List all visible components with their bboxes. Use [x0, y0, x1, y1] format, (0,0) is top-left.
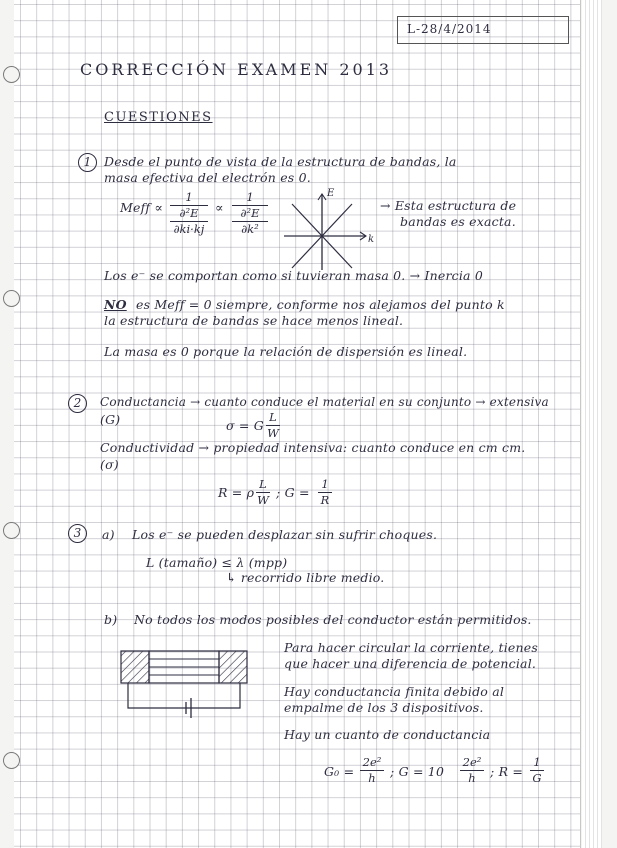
- question-number-2: 2: [68, 394, 87, 413]
- stacked-page-edges: [582, 0, 602, 848]
- band-structure-diagram: [284, 190, 374, 272]
- q2-line2: Conductividad → propiedad intensiva: cuanto conduce en cm cm.: [100, 440, 526, 455]
- q1-note-line2: bandas es exacta.: [400, 214, 516, 229]
- question-number-3: 3: [68, 524, 87, 543]
- date-text: L-28/4/2014: [407, 22, 492, 36]
- external-circuit-wire: [128, 683, 240, 708]
- fraction-denominator: R: [318, 492, 332, 507]
- resistance-formula: R = ρ: [218, 485, 255, 500]
- fraction-denominator: h: [360, 770, 384, 785]
- g-fraction: [460, 755, 484, 786]
- fraction-numerator: 1: [246, 190, 254, 204]
- meff-expression: Meff ∝: [120, 200, 164, 215]
- left-contact: [121, 651, 149, 683]
- conductor-device-diagram: [120, 648, 250, 720]
- fraction-denominator: h: [460, 770, 484, 785]
- g0-fraction: [360, 755, 384, 786]
- binder-hole-icon: [3, 66, 20, 83]
- fraction-denominator: G: [530, 770, 544, 785]
- q1-note-line1: → Esta estructura de: [380, 198, 517, 213]
- fraction-denominator: W: [267, 426, 279, 440]
- fraction-denominator-2: ∂k²: [232, 221, 268, 236]
- r-fraction: [530, 755, 544, 786]
- resistance-fraction: [256, 477, 270, 508]
- q1-no-emphasis: NO: [104, 297, 127, 312]
- fraction-denominator-2: ∂ki·kj: [170, 221, 208, 236]
- question-number-1: 1: [78, 153, 97, 172]
- fraction-bar: [232, 205, 268, 220]
- fraction-numerator: L: [259, 477, 267, 491]
- q3-b-line3: que hacer una diferencia de potencial.: [284, 656, 537, 671]
- axis-label-e: E: [327, 188, 335, 199]
- axis-label-k: k: [368, 234, 375, 245]
- meff-fraction-2: [232, 190, 268, 236]
- q1-line6: La masa es 0 porque la relación de dispersión es lineal.: [104, 344, 468, 359]
- section-heading: CUESTIONES: [104, 110, 213, 125]
- binder-hole-icon: [3, 290, 20, 307]
- q1-line2: masa efectiva del electrón es 0.: [104, 170, 311, 185]
- q3-a-line1: Los e⁻ se pueden desplazar sin sufrir choques.: [132, 527, 438, 542]
- q3-a-line2: L (tamaño) ≤ λ (mpp): [146, 555, 288, 570]
- r-formula: ; R =: [490, 764, 524, 779]
- q3-b-label: b): [104, 612, 118, 627]
- graph-paper-sheet: [14, 0, 580, 848]
- proportional-symbol: ∝: [215, 200, 224, 215]
- sigma-formula-lhs: σ = G: [226, 418, 264, 433]
- conductance-formula: ; G =: [276, 485, 310, 500]
- right-contact: [219, 651, 247, 683]
- fraction-numerator: 1: [185, 190, 193, 204]
- q2-line1: Conductancia → cuanto conduce el material en su conjunto → extensiva: [100, 395, 549, 409]
- fraction-numerator: 1: [321, 477, 329, 491]
- q1-line3: Los e⁻ se comportan como si tuvieran masa 0. → Inercia 0: [104, 268, 484, 283]
- q2-line2b: (σ): [100, 457, 119, 472]
- conductance-fraction: [318, 477, 332, 508]
- sigma-fraction: [266, 410, 280, 441]
- fraction-numerator: 2e²: [462, 755, 482, 769]
- binder-hole-icon: [3, 522, 20, 539]
- q3-b-line2: Para hacer circular la corriente, tienes: [284, 640, 538, 655]
- q2-line1b: (G): [100, 412, 121, 427]
- fraction-denominator: W: [257, 493, 269, 507]
- fraction-numerator: 2e²: [362, 755, 382, 769]
- q3-b-line4: Hay conductancia finita debido al: [284, 684, 505, 699]
- fraction-denominator: ∂²E: [240, 206, 260, 220]
- q3-b-line1: No todos los modos posibles del conductor están permitidos.: [134, 612, 532, 627]
- q3-a-line3: ↳ recorrido libre medio.: [226, 570, 385, 585]
- q3-b-line6: Hay un cuanto de conductancia: [284, 727, 491, 742]
- q1-line5: la estructura de bandas se hace menos lineal.: [104, 313, 404, 328]
- meff-fraction-1: [170, 190, 208, 236]
- q3-b-line5: empalme de los 3 dispositivos.: [284, 700, 484, 715]
- q1-line4: es Meff = 0 siempre, conforme nos alejamos del punto k: [136, 297, 505, 312]
- binder-hole-icon: [3, 752, 20, 769]
- fraction-numerator: 1: [533, 755, 541, 769]
- fraction-bar: [170, 205, 208, 220]
- page-title: CORRECCIÓN EXAMEN 2013: [80, 60, 393, 79]
- q3-a-label: a): [102, 527, 115, 542]
- g0-formula: G₀ =: [324, 764, 355, 779]
- fraction-numerator: L: [269, 410, 277, 424]
- q1-line1: Desde el punto de vista de la estructura de bandas, la: [104, 154, 457, 169]
- g-formula: ; G = 10: [390, 764, 445, 779]
- fraction-denominator: ∂²E: [179, 206, 199, 220]
